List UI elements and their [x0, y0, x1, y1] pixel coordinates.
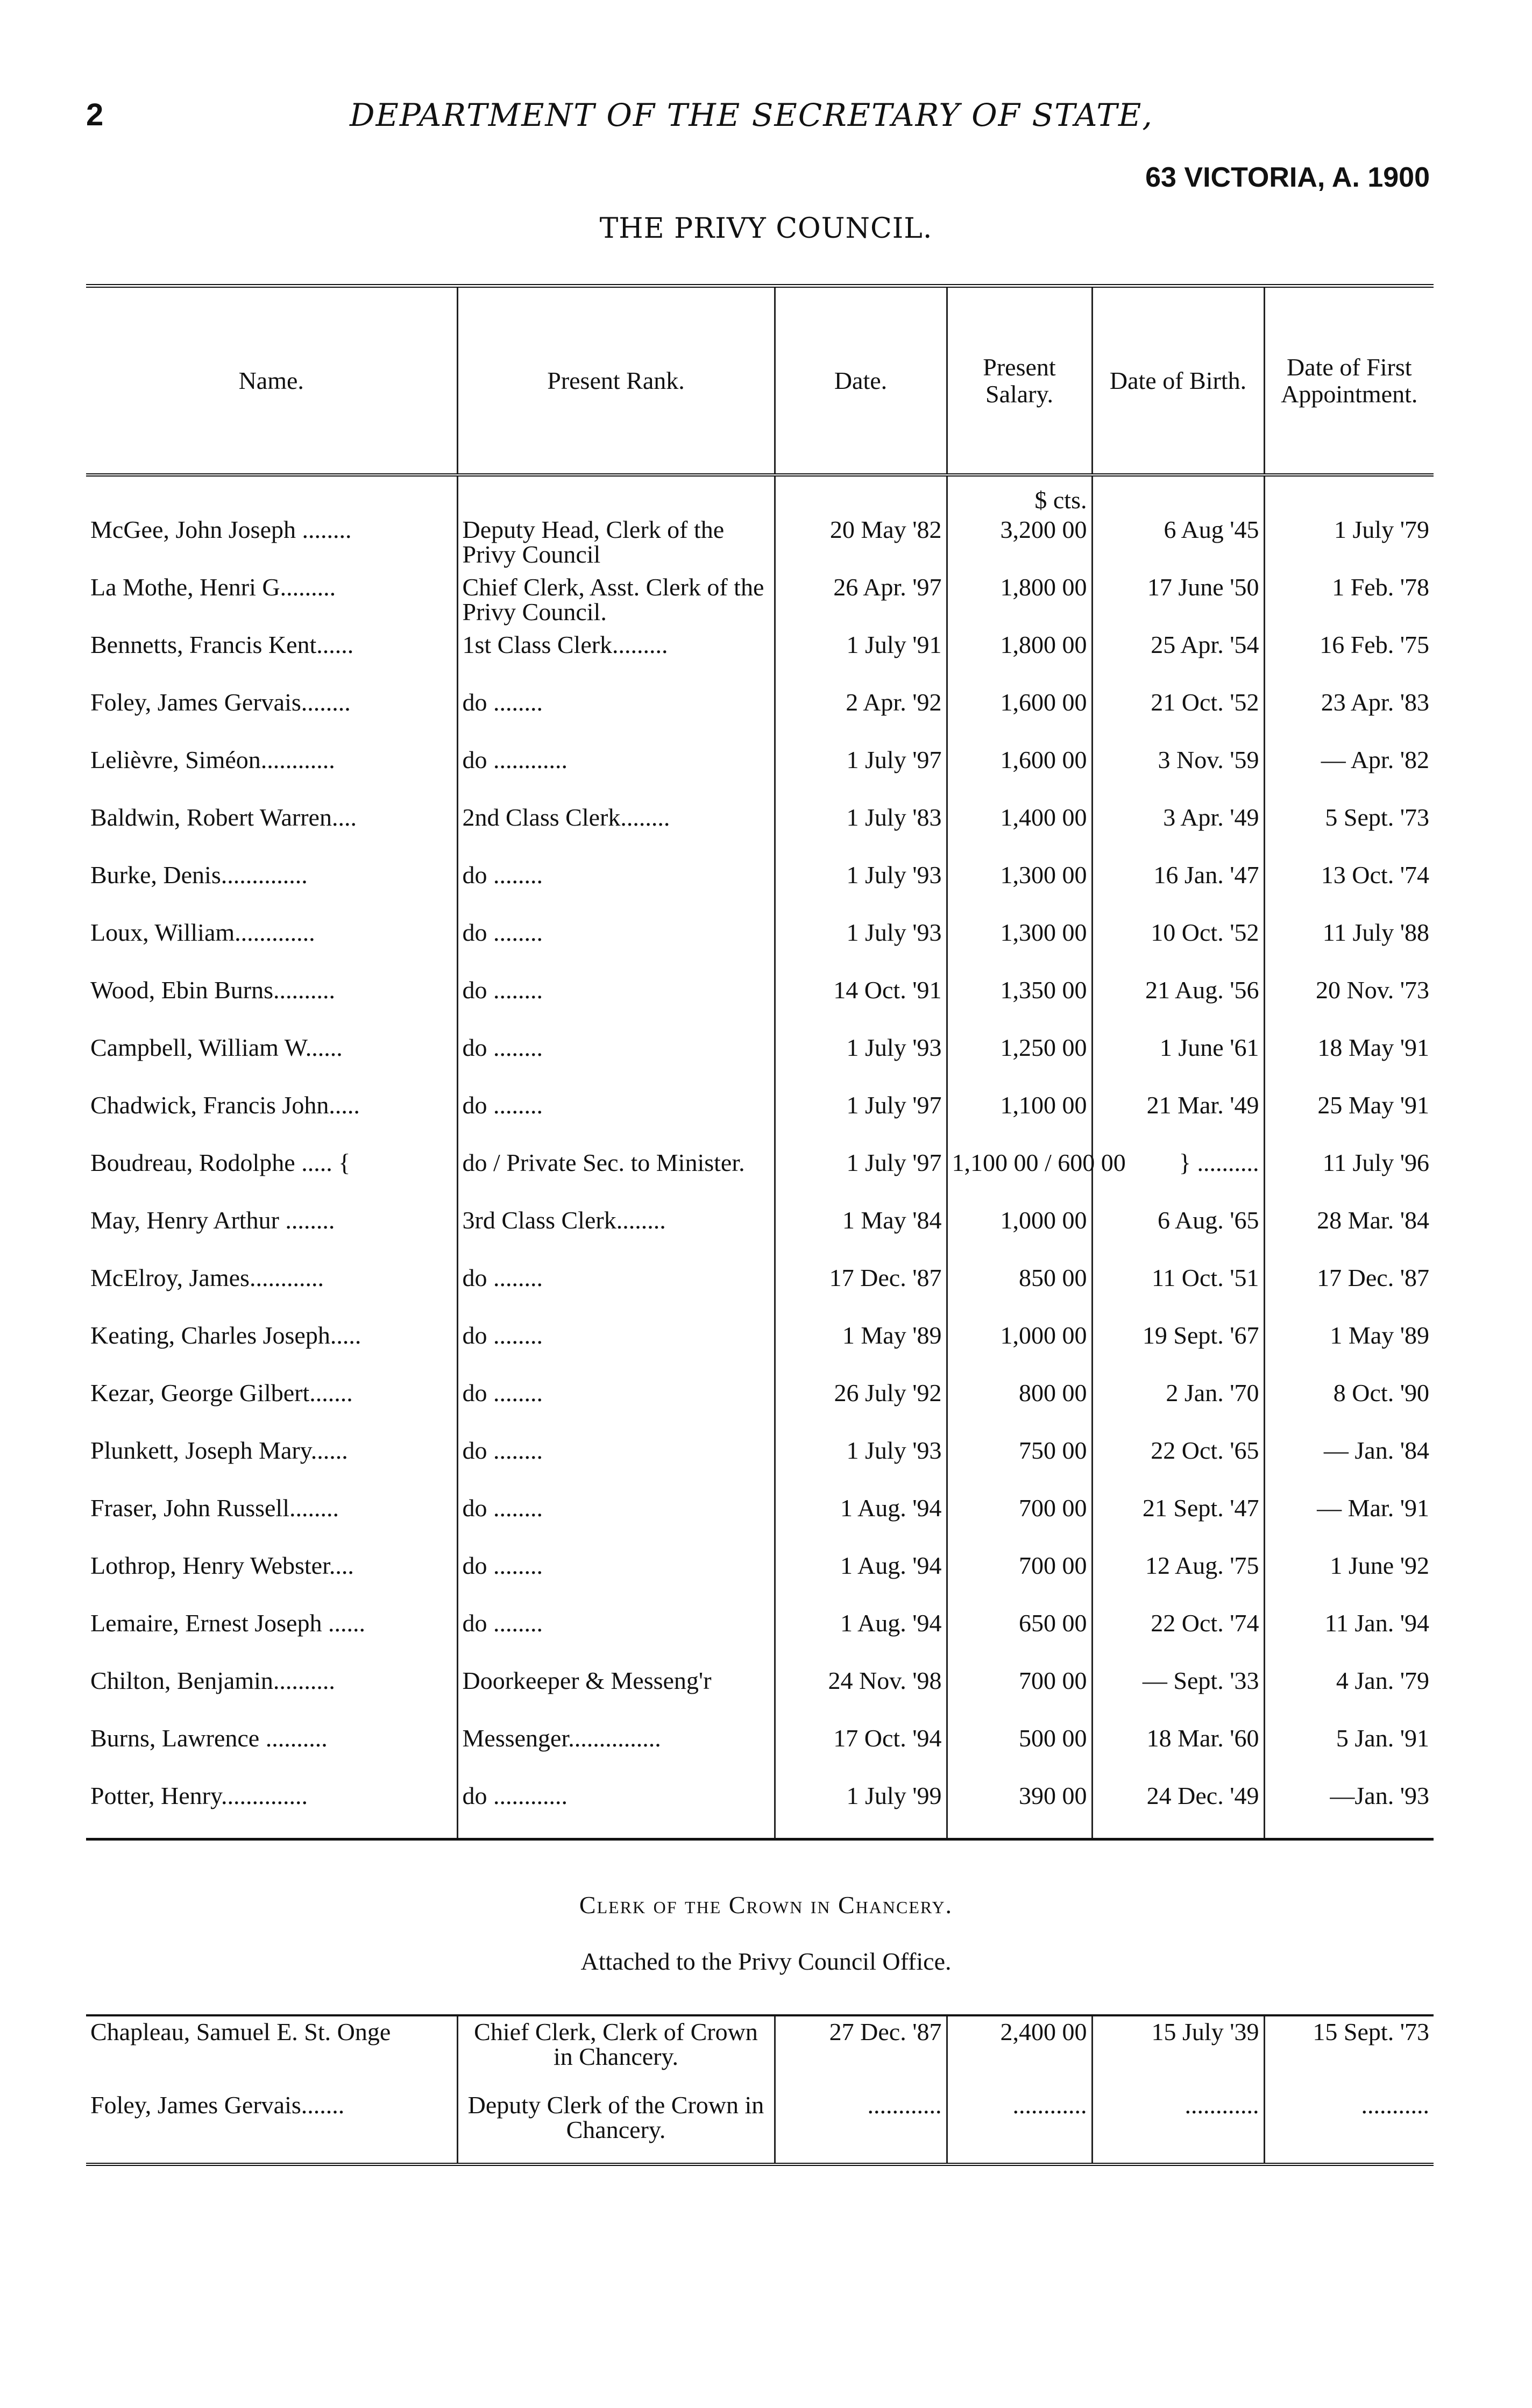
cell-salary: 2,400 00: [947, 2015, 1092, 2090]
cell-appointment: 11 July '96: [1264, 1147, 1434, 1205]
cell-birth: 6 Aug '45: [1092, 514, 1264, 572]
cell-name: Keating, Charles Joseph.....: [90, 1322, 361, 1349]
cell-appointment: ...........: [1264, 2090, 1434, 2164]
running-head: DEPARTMENT OF THE SECRETARY OF STATE,: [350, 97, 1153, 133]
cell-birth: 11 Oct. '51: [1092, 1262, 1264, 1320]
cell-date: 14 Oct. '91: [775, 975, 947, 1032]
table-row: [86, 1090, 1434, 1147]
table-row: [86, 1665, 1434, 1723]
cell-date: 26 July '92: [775, 1377, 947, 1435]
salary-units: $ cts.: [947, 475, 1092, 514]
chancery-subtitle: Attached to the Privy Council Office.: [580, 1948, 952, 1975]
cell-name: Chilton, Benjamin..........: [90, 1667, 335, 1694]
cell-birth: 22 Oct. '74: [1092, 1608, 1264, 1665]
session-label: 63 VICTORIA, A. 1900: [1145, 162, 1430, 193]
cell-rank: do ........: [457, 1493, 775, 1550]
table-row: [86, 2015, 1434, 2090]
cell-appointment: 15 Sept. '73: [1264, 2015, 1434, 2090]
cell-rank: do ........: [457, 687, 775, 744]
table-row: [86, 802, 1434, 860]
cell-date: 1 May '89: [775, 1320, 947, 1377]
cell-salary: 700 00: [947, 1550, 1092, 1608]
table-row: [86, 687, 1434, 744]
table-row: [86, 1435, 1434, 1493]
cell-appointment: 23 Apr. '83: [1264, 687, 1434, 744]
cell-rank: do ........: [457, 1320, 775, 1377]
cell-name: La Mothe, Henri G.........: [90, 573, 336, 601]
cell-birth: 21 Aug. '56: [1092, 975, 1264, 1032]
cell-salary: 850 00: [947, 1262, 1092, 1320]
cell-name: Potter, Henry..............: [90, 1782, 308, 1809]
cell-date: ............: [775, 2090, 947, 2164]
cell-salary: ............: [947, 2090, 1092, 2164]
chancery-title: Clerk of the Crown in Chancery.: [579, 1891, 953, 1919]
units-row: [86, 475, 1434, 514]
cell-date: 17 Dec. '87: [775, 1262, 947, 1320]
cell-rank: do ........: [457, 1608, 775, 1665]
column-header-salary: Present Salary.: [947, 286, 1092, 475]
cell-date: 2 Apr. '92: [775, 687, 947, 744]
cell-birth: 12 Aug. '75: [1092, 1550, 1264, 1608]
privy-council-rows: [86, 475, 1434, 1839]
cell-salary: 1,100 00 / 600 00: [947, 1147, 1092, 1205]
cell-rank: 1st Class Clerk.........: [457, 629, 775, 687]
cell-appointment: 1 June '92: [1264, 1550, 1434, 1608]
column-header-rank: Present Rank.: [457, 286, 775, 475]
cell-date: 1 July '99: [775, 1780, 947, 1839]
cell-birth: 1 June '61: [1092, 1032, 1264, 1090]
table-row: [86, 629, 1434, 687]
cell-rank: do ............: [457, 1780, 775, 1839]
cell-appointment: 25 May '91: [1264, 1090, 1434, 1147]
cell-date: 20 May '82: [775, 514, 947, 572]
cell-salary: 700 00: [947, 1665, 1092, 1723]
cell-salary: 3,200 00: [947, 514, 1092, 572]
cell-salary: 1,300 00: [947, 917, 1092, 975]
cell-birth: ............: [1092, 2090, 1264, 2164]
privy-council-table: [86, 284, 1434, 1841]
cell-name: Burns, Lawrence ..........: [90, 1724, 328, 1752]
cell-appointment: 16 Feb. '75: [1264, 629, 1434, 687]
cell-birth: 2 Jan. '70: [1092, 1377, 1264, 1435]
cell-salary: 1,300 00: [947, 860, 1092, 917]
header-row: [86, 286, 1434, 475]
table-row: [86, 2090, 1434, 2164]
table-row: [86, 1780, 1434, 1839]
cell-name: Kezar, George Gilbert.......: [90, 1379, 353, 1407]
cell-appointment: 11 Jan. '94: [1264, 1608, 1434, 1665]
cell-date: 1 May '84: [775, 1205, 947, 1262]
cell-birth: 21 Mar. '49: [1092, 1090, 1264, 1147]
cell-name: Lemaire, Ernest Joseph ......: [90, 1609, 365, 1637]
cell-date: 26 Apr. '97: [775, 572, 947, 629]
cell-appointment: 13 Oct. '74: [1264, 860, 1434, 917]
table-row: [86, 1493, 1434, 1550]
cell-name: McElroy, James............: [90, 1264, 324, 1291]
cell-appointment: 1 May '89: [1264, 1320, 1434, 1377]
cell-appointment: 18 May '91: [1264, 1032, 1434, 1090]
cell-appointment: 1 Feb. '78: [1264, 572, 1434, 629]
cell-name: Boudreau, Rodolphe ..... {: [90, 1149, 351, 1176]
chancery-table: [86, 2014, 1434, 2166]
cell-salary: 1,350 00: [947, 975, 1092, 1032]
cell-salary: 700 00: [947, 1493, 1092, 1550]
cell-birth: 10 Oct. '52: [1092, 917, 1264, 975]
table-row: [86, 1032, 1434, 1090]
column-header-birth: Date of Birth.: [1092, 286, 1264, 475]
cell-appointment: 5 Jan. '91: [1264, 1723, 1434, 1780]
cell-rank: do ........: [457, 975, 775, 1032]
table-row: [86, 917, 1434, 975]
cell-date: 1 July '91: [775, 629, 947, 687]
cell-name: Lothrop, Henry Webster....: [90, 1552, 354, 1579]
cell-birth: 16 Jan. '47: [1092, 860, 1264, 917]
cell-rank: Deputy Head, Clerk of the Privy Council: [457, 514, 775, 572]
cell-rank: do ........: [457, 1090, 775, 1147]
table-row: [86, 975, 1434, 1032]
cell-rank: Chief Clerk, Clerk of Crown in Chancery.: [457, 2015, 775, 2090]
table-row: [86, 572, 1434, 629]
cell-appointment: — Mar. '91: [1264, 1493, 1434, 1550]
cell-appointment: 28 Mar. '84: [1264, 1205, 1434, 1262]
cell-rank: Deputy Clerk of the Crown in Chancery.: [457, 2090, 775, 2164]
cell-date: 1 July '97: [775, 1090, 947, 1147]
cell-birth: 3 Apr. '49: [1092, 802, 1264, 860]
cell-name: Baldwin, Robert Warren....: [90, 804, 357, 831]
cell-birth: 21 Oct. '52: [1092, 687, 1264, 744]
table-row: [86, 1608, 1434, 1665]
cell-appointment: 1 July '79: [1264, 514, 1434, 572]
cell-salary: 1,000 00: [947, 1320, 1092, 1377]
cell-name: Loux, William.............: [90, 919, 315, 946]
cell-date: 27 Dec. '87: [775, 2015, 947, 2090]
cell-name: Bennetts, Francis Kent......: [90, 631, 354, 658]
cell-salary: 750 00: [947, 1435, 1092, 1493]
cell-date: 1 July '93: [775, 917, 947, 975]
cell-date: 17 Oct. '94: [775, 1723, 947, 1780]
cell-rank: Chief Clerk, Asst. Clerk of the Privy Council.: [457, 572, 775, 629]
table-row: [86, 744, 1434, 802]
cell-salary: 1,600 00: [947, 687, 1092, 744]
cell-name: May, Henry Arthur ........: [90, 1206, 335, 1234]
cell-name: Plunkett, Joseph Mary......: [90, 1437, 348, 1464]
cell-birth: — Sept. '33: [1092, 1665, 1264, 1723]
cell-name: Fraser, John Russell........: [90, 1494, 339, 1522]
cell-salary: 1,100 00: [947, 1090, 1092, 1147]
table-row: [86, 1377, 1434, 1435]
table-row: [86, 1723, 1434, 1780]
cell-rank: do ........: [457, 1032, 775, 1090]
cell-date: 1 Aug. '94: [775, 1608, 947, 1665]
table-row: [86, 1550, 1434, 1608]
cell-rank: do ........: [457, 1377, 775, 1435]
cell-date: 1 July '97: [775, 1147, 947, 1205]
cell-name: Foley, James Gervais........: [90, 688, 351, 716]
cell-appointment: 17 Dec. '87: [1264, 1262, 1434, 1320]
cell-rank: do / Private Sec. to Minister.: [457, 1147, 775, 1205]
cell-salary: 1,800 00: [947, 629, 1092, 687]
cell-birth: 3 Nov. '59: [1092, 744, 1264, 802]
cell-appointment: —Jan. '93: [1264, 1780, 1434, 1839]
cell-name: Chapleau, Samuel E. St. Onge: [90, 2018, 391, 2045]
cell-appointment: 5 Sept. '73: [1264, 802, 1434, 860]
cell-rank: 2nd Class Clerk........: [457, 802, 775, 860]
cell-date: 1 Aug. '94: [775, 1493, 947, 1550]
cell-rank: do ........: [457, 1435, 775, 1493]
cell-date: 1 July '97: [775, 744, 947, 802]
cell-name: Foley, James Gervais.......: [90, 2091, 345, 2119]
cell-birth: 18 Mar. '60: [1092, 1723, 1264, 1780]
table-row: [86, 1147, 1434, 1205]
section-title: THE PRIVY COUNCIL.: [599, 212, 933, 245]
column-header-appointment: Date of First Appointment.: [1264, 286, 1434, 475]
cell-birth: 21 Sept. '47: [1092, 1493, 1264, 1550]
cell-name: Lelièvre, Siméon............: [90, 746, 335, 773]
cell-salary: 800 00: [947, 1377, 1092, 1435]
page-number: 2: [86, 97, 104, 132]
table-row: [86, 860, 1434, 917]
cell-date: 1 Aug. '94: [775, 1550, 947, 1608]
table-row: [86, 1262, 1434, 1320]
column-header-date: Date.: [775, 286, 947, 475]
table-row: [86, 514, 1434, 572]
cell-appointment: — Apr. '82: [1264, 744, 1434, 802]
cell-name: Wood, Ebin Burns..........: [90, 976, 336, 1004]
cell-birth: 6 Aug. '65: [1092, 1205, 1264, 1262]
cell-salary: 650 00: [947, 1608, 1092, 1665]
cell-rank: do ........: [457, 1262, 775, 1320]
cell-rank: do ............: [457, 744, 775, 802]
cell-rank: Doorkeeper & Messeng'r: [457, 1665, 775, 1723]
cell-rank: do ........: [457, 917, 775, 975]
cell-name: Burke, Denis..............: [90, 861, 308, 889]
cell-salary: 1,400 00: [947, 802, 1092, 860]
cell-appointment: 8 Oct. '90: [1264, 1377, 1434, 1435]
cell-salary: 1,000 00: [947, 1205, 1092, 1262]
chancery-rows: [86, 2015, 1434, 2164]
cell-appointment: 4 Jan. '79: [1264, 1665, 1434, 1723]
cell-salary: 500 00: [947, 1723, 1092, 1780]
cell-name: Campbell, William W......: [90, 1034, 343, 1061]
cell-appointment: 20 Nov. '73: [1264, 975, 1434, 1032]
cell-rank: do ........: [457, 860, 775, 917]
cell-date: 24 Nov. '98: [775, 1665, 947, 1723]
cell-name: McGee, John Joseph ........: [90, 516, 352, 543]
cell-date: 1 July '83: [775, 802, 947, 860]
cell-birth: 24 Dec. '49: [1092, 1780, 1264, 1839]
table-row: [86, 1320, 1434, 1377]
cell-appointment: 11 July '88: [1264, 917, 1434, 975]
cell-salary: 390 00: [947, 1780, 1092, 1839]
cell-birth: 17 June '50: [1092, 572, 1264, 629]
cell-date: 1 July '93: [775, 860, 947, 917]
cell-date: 1 July '93: [775, 1435, 947, 1493]
cell-birth: 25 Apr. '54: [1092, 629, 1264, 687]
cell-birth: 22 Oct. '65: [1092, 1435, 1264, 1493]
cell-salary: 1,600 00: [947, 744, 1092, 802]
cell-salary: 1,250 00: [947, 1032, 1092, 1090]
cell-rank: 3rd Class Clerk........: [457, 1205, 775, 1262]
cell-birth: } ..........: [1092, 1147, 1264, 1205]
cell-rank: Messenger...............: [457, 1723, 775, 1780]
cell-appointment: — Jan. '84: [1264, 1435, 1434, 1493]
cell-rank: do ........: [457, 1550, 775, 1608]
column-header-name: Name.: [86, 286, 457, 475]
cell-birth: 15 July '39: [1092, 2015, 1264, 2090]
cell-name: Chadwick, Francis John.....: [90, 1091, 360, 1119]
cell-salary: 1,800 00: [947, 572, 1092, 629]
table-row: [86, 1205, 1434, 1262]
cell-date: 1 July '93: [775, 1032, 947, 1090]
cell-birth: 19 Sept. '67: [1092, 1320, 1264, 1377]
